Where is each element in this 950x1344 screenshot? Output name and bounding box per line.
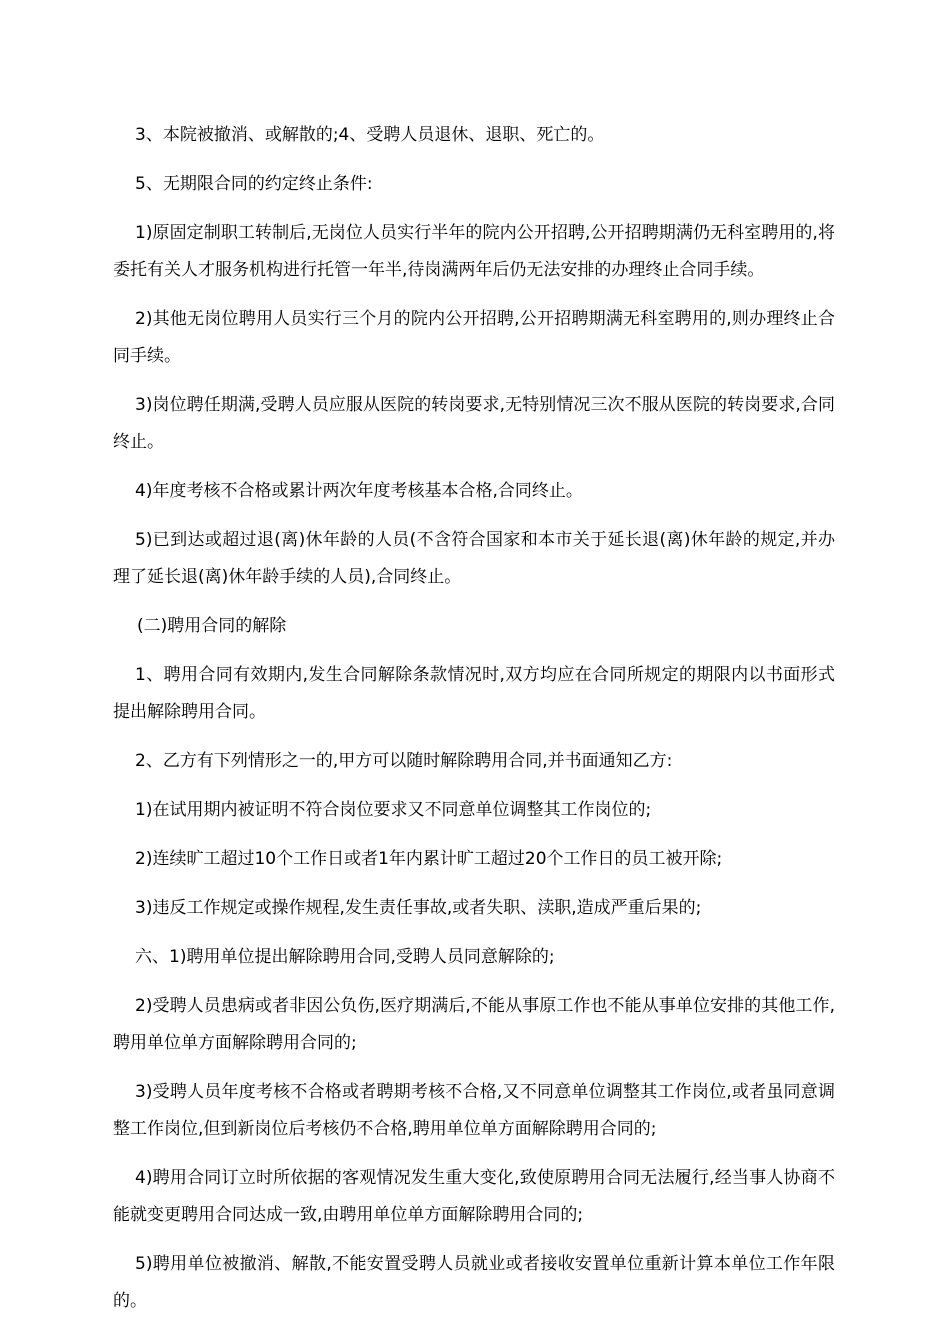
section-heading: (二)聘用合同的解除 bbox=[137, 616, 287, 636]
paragraph: 5)聘用单位被撤消、解散,不能安置受聘人员就业或者接收安置单位重新计算本单位工作年限的。 bbox=[113, 1254, 835, 1311]
paragraph: 3)岗位聘任期满,受聘人员应服从医院的转岗要求,无特别情况三次不服从医院的转岗要求,合同终止。 bbox=[113, 395, 835, 452]
paragraph: 1)原固定制职工转制后,无岗位人员实行半年的院内公开招聘,公开招聘期满仍无科室聘用的,将委托有关人才服务机构进行托管一年半,待岗满两年后仍无法安排的办理终止合同手续。 bbox=[113, 223, 835, 280]
paragraph: 5)已到达或超过退(离)休年龄的人员(不含符合国家和本市关于延长退(离)休年龄的规定,并办理了延长退(离)休年龄手续的人员),合同终止。 bbox=[113, 530, 835, 587]
paragraph: 5、无期限合同的约定终止条件: bbox=[135, 174, 373, 194]
paragraph: 1、聘用合同有效期内,发生合同解除条款情况时,双方均应在合同所规定的期限内以书面形式提出解除聘用合同。 bbox=[113, 665, 835, 722]
paragraph: 3、本院被撤消、或解散的;4、受聘人员退休、退职、死亡的。 bbox=[135, 125, 605, 145]
paragraph: 4)聘用合同订立时所依据的客观情况发生重大变化,致使原聘用合同无法履行,经当事人协商不能就变更聘用合同达成一致,由聘用单位单方面解除聘用合同的; bbox=[113, 1168, 835, 1225]
paragraph: 2)受聘人员患病或者非因公负伤,医疗期满后,不能从事原工作也不能从事单位安排的其他工作,聘用单位单方面解除聘用合同的; bbox=[113, 996, 835, 1053]
paragraph: 六、1)聘用单位提出解除聘用合同,受聘人员同意解除的; bbox=[135, 947, 555, 967]
paragraph: 2)其他无岗位聘用人员实行三个月的院内公开招聘,公开招聘期满无科室聘用的,则办理终止合同手续。 bbox=[113, 309, 835, 366]
document-body bbox=[113, 117, 835, 1332]
paragraph: 1)在试用期内被证明不符合岗位要求又不同意单位调整其工作岗位的; bbox=[135, 800, 652, 820]
paragraph: 3)违反工作规定或操作规程,发生责任事故,或者失职、渎职,造成严重后果的; bbox=[135, 898, 702, 918]
paragraph: 2)连续旷工超过10个工作日或者1年内累计旷工超过20个工作日的员工被开除; bbox=[135, 849, 723, 869]
paragraph: 2、乙方有下列情形之一的,甲方可以随时解除聘用合同,并书面通知乙方: bbox=[135, 751, 673, 771]
paragraph: 3)受聘人员年度考核不合格或者聘期考核不合格,又不同意单位调整其工作岗位,或者虽同意调整工作岗位,但到新岗位后考核仍不合格,聘用单位单方面解除聘用合同的; bbox=[113, 1082, 835, 1139]
paragraph: 4)年度考核不合格或累计两次年度考核基本合格,合同终止。 bbox=[135, 481, 583, 501]
